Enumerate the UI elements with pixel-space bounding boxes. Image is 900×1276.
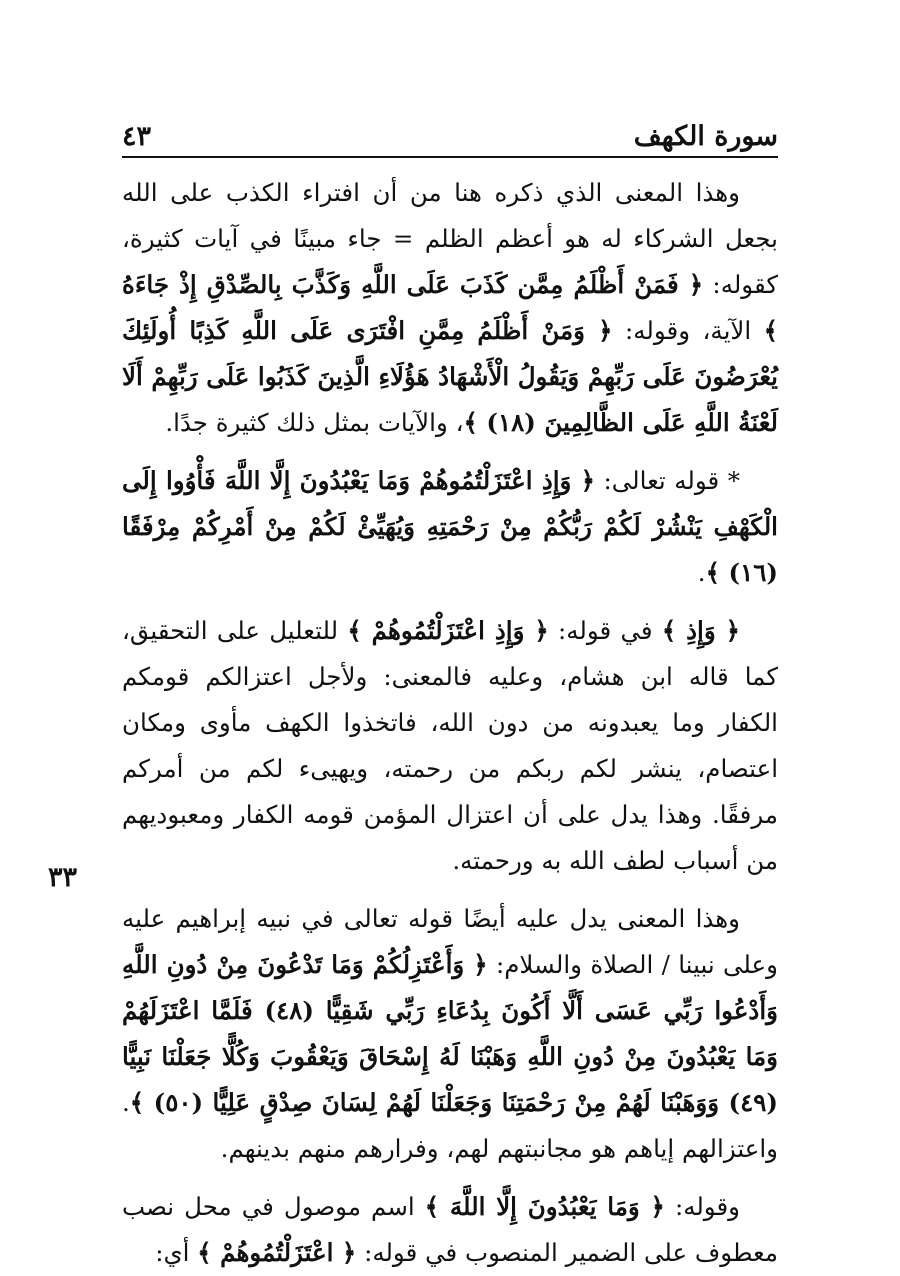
text-run: اسم موصول في محل نصب معطوف على الضمير المنصوب في قوله: [122,1192,778,1267]
quran-verse: ﴿ وَإِذِ ﴾ [661,616,741,645]
paragraph-2 [122,458,778,596]
text-run: الآية، وقوله: [612,316,764,345]
quran-verse: ﴿ وَإِذِ اعْتَزَلْتُمُوهُمْ وَمَا يَعْبُدُونَ إِلَّا اللَّهَ فَأْوُوا إِلَى الْكَهْفِ يَنْشُرْ لَكُمْ رَبُّكُمْ مِنْ رَحْمَتِهِ وَيُهَيِّئْ لَكُمْ مِنْ أَمْرِكُمْ مِرْفَقًا (١٦) ﴾ [122,466,778,587]
text-run: ، والآيات بمثل ذلك كثيرة جدًا. [165,408,464,437]
page-number: ٤٣ [122,121,152,152]
page-body [122,170,778,1276]
text-run: . واعتزالهم إياهم هو مجانبتهم لهم، وفرارهم منهم بدينهم. [122,1088,778,1163]
quran-verse: ﴿ وَمَنْ أَظْلَمُ مِمَّنِ افْتَرَى عَلَى اللَّهِ كَذِبًا أُولَئِكَ يُعْرَضُونَ عَلَى رَبِّهِمْ وَيَقُولُ الْأَشْهَادُ هَؤُلَاءِ الَّذِينَ كَذَبُوا عَلَى رَبِّهِمْ أَلَا لَعْنَةُ اللَّهِ عَلَى الظَّالِمِينَ (١٨) ﴾ [122,316,778,437]
paragraph-5 [122,1184,778,1276]
text-run: أي: [155,1238,198,1267]
text-run: . [697,558,706,587]
text-run: وهذا المعنى الذي ذكره هنا من أن افتراء الكذب على الله بجعل الشركاء له هو أعظم الظلم = جاء مبينًا في آيات كثيرة، كقوله: [122,178,779,299]
page-header [122,108,778,158]
margin-reference-number: ٣٣ [48,862,78,893]
text-run: في قوله: [548,616,662,645]
text-run: وقوله: [664,1192,741,1221]
quran-verse: ﴿ اعْتَزَلْتُمُوهُمْ ﴾ [197,1238,357,1267]
paragraph-4 [122,896,778,1172]
quran-verse: ﴿ فَمَنْ أَظْلَمُ مِمَّن كَذَبَ عَلَى اللَّهِ وَكَذَّبَ بِالصِّدْقِ إِذْ جَاءَهُ ﴾ [122,270,778,345]
chapter-title: سورة الكهف [633,121,778,152]
text-run: * قوله تعالى: [594,466,740,495]
quran-verse: ﴿ وَإِذِ اعْتَزَلْتُمُوهُمْ ﴾ [347,616,549,645]
paragraph-3 [122,608,778,884]
quran-verse: ﴿ وَأَعْتَزِلُكُمْ وَمَا تَدْعُونَ مِنْ دُونِ اللَّهِ وَأَدْعُوا رَبِّي عَسَى أَلَّا أَكُونَ بِدُعَاءِ رَبِّي شَقِيًّا (٤٨) فَلَمَّا اعْتَزَلَهُمْ وَمَا يَعْبُدُونَ مِنْ دُونِ اللَّهِ وَهَبْنَا لَهُ إِسْحَاقَ وَيَعْقُوبَ وَكُلًّا جَعَلْنَا نَبِيًّا (٤٩) وَوَهَبْنَا لَهُمْ مِنْ رَحْمَتِنَا وَجَعَلْنَا لَهُمْ لِسَانَ صِدْقٍ عَلِيًّا (٥٠) ﴾ [122,950,778,1117]
text-run: وهذا المعنى يدل عليه أيضًا قوله تعالى في نبيه إبراهيم عليه وعلى نبينا / الصلاة والسلام: [122,904,778,979]
text-run: للتعليل على التحقيق، كما قاله ابن هشام، وعليه فالمعنى: ولأجل اعتزالكم قومكم الكفار وما يعبدونه من دون الله، فاتخذوا الكهف مأوى ومكان اعتصام، ينشر لكم ربكم من رحمته، ويهيىء لكم من أمركم مرفقًا. وهذا يدل على أن اعتزال المؤمن قومه الكفار ومعبوديهم من أسباب لطف الله به ورحمته. [122,616,778,875]
paragraph-1 [122,170,778,446]
quran-verse: ﴿ وَمَا يَعْبُدُونَ إِلَّا اللَّهَ ﴾ [424,1192,665,1221]
